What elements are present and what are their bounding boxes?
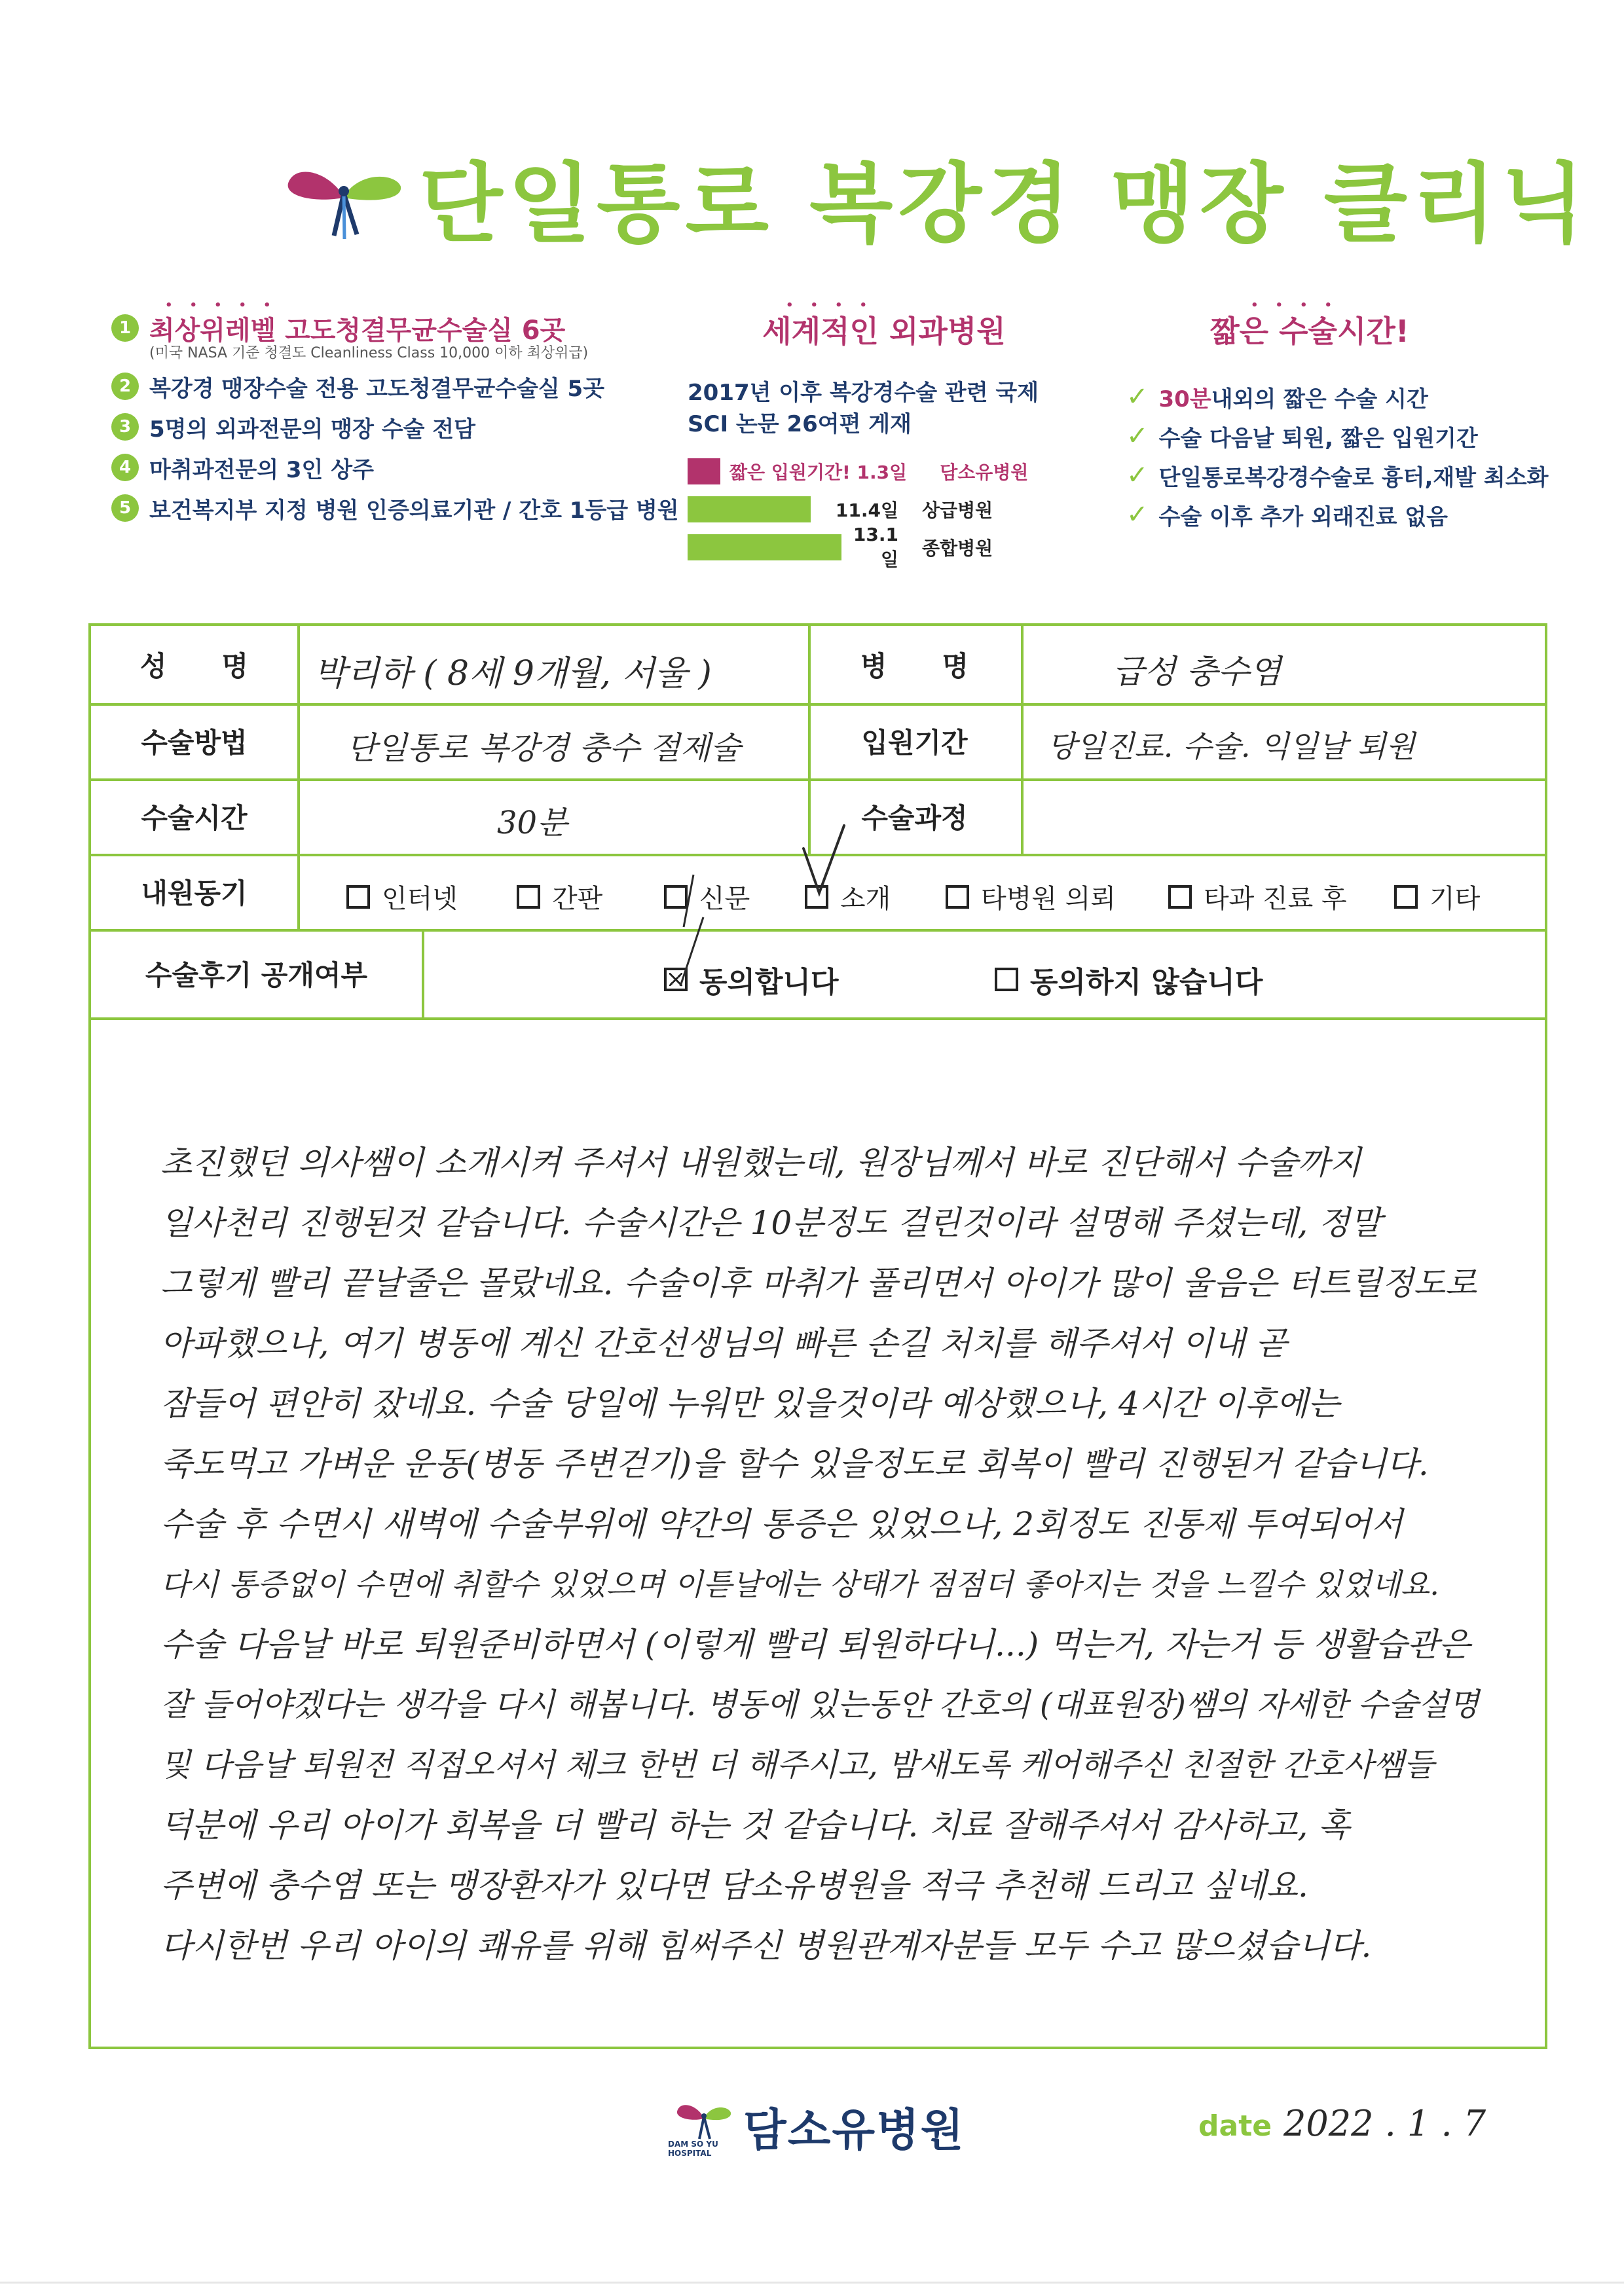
date-value[interactable]: 2022 . 1 . 7: [1283, 2103, 1486, 2144]
review-line: 주변에 충수염 또는 맹장환자가 있다면 담소유병원을 적극 추천해 드리고 싶네요.: [160, 1867, 1308, 1904]
option-label: 신문: [699, 884, 750, 914]
hospital-english-name: [668, 2140, 718, 2158]
decorative-dots: ••••: [1251, 299, 1350, 312]
feature-text: 보건복지부 지정 병원 인증의료기관 / 간호 1등급 병원: [149, 497, 679, 524]
checkmark-icon: ✓: [1126, 421, 1149, 451]
description-line: SCI 논문 26여편 게재: [688, 411, 912, 437]
consent-disagree-option[interactable]: [995, 958, 1263, 1000]
review-line: 다시한번 우리 아이의 쾌유를 위해 힘써주신 병원관계자분들 모두 수고 많으셨습니다.: [160, 1927, 1372, 1965]
butterfly-logo-icon: [282, 157, 406, 242]
motive-option-other-hospital[interactable]: [946, 878, 1116, 915]
option-label: 동의하지 않습니다: [1030, 966, 1263, 999]
stay-bar: [688, 496, 811, 522]
review-line: 잘 들어야겠다는 생각을 다시 해봅니다. 병동에 있는동안 간호의 (대표원장)쌤의 자세한 수술설명: [160, 1686, 1479, 1723]
number-badge: 3: [111, 413, 139, 441]
feature-item: [111, 299, 714, 348]
check-item: [1126, 377, 1572, 416]
hospital-name: 담소유병원: [743, 2105, 965, 2157]
option-label: 인터넷: [382, 884, 458, 914]
check-item: [1126, 495, 1572, 534]
section-heading-text: 세계적인 외과병원: [762, 314, 1006, 349]
handwritten-check-mark: [798, 822, 851, 901]
visit-motive-label: 내원동기: [141, 877, 248, 909]
option-label: 동의합니다: [699, 966, 839, 999]
feature-item: [111, 407, 714, 447]
checkbox[interactable]: [946, 885, 969, 909]
check-text: 단일통로복강경수술로 흉터,재발 최소화: [1158, 464, 1549, 491]
disease-label: 병 명: [860, 650, 969, 682]
stay-bar: [688, 458, 720, 484]
feature-item: [111, 366, 714, 407]
method-label: 수술방법: [141, 726, 248, 759]
stay-stat-row: [688, 454, 1094, 488]
check-item: [1126, 456, 1572, 495]
checkmark-icon: ✓: [1126, 382, 1149, 412]
name-label: 성 명: [139, 650, 249, 682]
number-badge: 2: [111, 373, 139, 400]
review-line: 다시 통증없이 수면에 취할수 있었으며 이튿날에는 상태가 점점더 좋아지는 것을 느낄수 있었네요.: [160, 1567, 1439, 1602]
check-highlight: 30분: [1158, 386, 1211, 412]
checkmark-icon: ✓: [1126, 500, 1149, 530]
surgery-time-value[interactable]: 30분: [497, 805, 568, 841]
option-label: 기타: [1430, 884, 1481, 914]
number-badge: 5: [111, 494, 139, 522]
option-label: 소개: [840, 884, 891, 914]
review-line: 그렇게 빨리 끝날줄은 몰랐네요. 수술이후 마취가 풀리면서 아이가 많이 울음은 터트릴정도로: [160, 1264, 1477, 1302]
date-label: date: [1198, 2109, 1272, 2143]
stay-stat-row: [688, 492, 1094, 526]
motive-option-other-department[interactable]: [1168, 878, 1347, 915]
motive-option-signboard[interactable]: [517, 878, 602, 915]
option-label: 간판: [552, 884, 603, 914]
surgery-process-label: 수술과정: [861, 801, 968, 834]
review-line: 아파했으나, 여기 병동에 계신 간호선생님의 빠른 손길 처치를 해주셔서 이내 곧: [160, 1324, 1287, 1362]
world-class-section: [688, 299, 1094, 570]
checkbox[interactable]: [517, 885, 540, 909]
review-line: 수술 후 수면시 새벽에 수술부위에 약간의 통증은 있었으나, 2회정도 진통제 투여되어서: [160, 1505, 1403, 1543]
stay-bar: [688, 534, 841, 560]
stay-value: 13.1일: [853, 523, 898, 570]
checkbox[interactable]: [1168, 885, 1192, 909]
number-badge: 4: [111, 454, 139, 481]
checkbox[interactable]: [995, 968, 1018, 991]
check-text: 수술 다음날 퇴원, 짧은 입원기간: [1158, 425, 1478, 452]
patient-name[interactable]: 박리하 ( 8세 9개월, 서울 ): [314, 654, 712, 693]
hospital-en-line: DAM SO YU: [668, 2140, 718, 2149]
option-label: 타과 진료 후: [1204, 884, 1347, 914]
feature-item: [111, 447, 714, 488]
disease-value[interactable]: 급성 충수염: [1113, 653, 1282, 691]
section-description: [688, 377, 1094, 440]
page-title: 단일통로 복강경 맹장 클리닉: [419, 154, 1591, 255]
divider: [0, 2282, 1624, 2284]
motive-option-etc[interactable]: [1394, 878, 1480, 915]
feature-text: 최상위레벨 고도청결무균수술실 6곳: [149, 315, 566, 346]
review-line: 초진했던 의사쌤이 소개시켜 주셔서 내원했는데, 원장님께서 바로 진단해서 수술까지: [160, 1144, 1361, 1182]
stay-label: 종합병원: [922, 538, 993, 559]
decorative-dots: •••••: [165, 299, 288, 312]
stay-period-label: 입원기간: [861, 726, 968, 759]
section-heading: [688, 299, 1080, 351]
stay-value: 11.4일: [835, 500, 898, 521]
motive-option-internet[interactable]: [346, 878, 458, 915]
review-line: 수술 다음날 바로 퇴원준비하면서 (이렇게 빨리 퇴원하다니...) 먹는거, 자는거 등 생활습관은: [160, 1626, 1471, 1664]
number-badge: 1: [111, 314, 139, 342]
stay-value: 짧은 입원기간! 1.3일: [729, 462, 908, 483]
feature-text: 복강경 맹장수술 전용 고도청결무균수술실 5곳: [149, 375, 605, 402]
check-text: 수술 이후 추가 외래진료 없음: [1158, 503, 1448, 530]
review-text[interactable]: [160, 1133, 1522, 1976]
review-line: 덕분에 우리 아이가 회복을 더 빨리 하는 것 같습니다. 치료 잘해주셔서 감사하고, 혹: [160, 1806, 1350, 1844]
checkbox[interactable]: [346, 885, 370, 909]
review-line: 일사천리 진행된것 같습니다. 수술시간은 10분정도 걸린것이라 설명해 주셨는데, 정말: [160, 1204, 1382, 1242]
feature-list: [111, 299, 714, 528]
description-line: 2017년 이후 복강경수술 관련 국제: [688, 380, 1039, 406]
hospital-en-line: HOSPITAL: [668, 2149, 712, 2158]
review-line: 잠들어 편안히 잤네요. 수술 당일에 누워만 있을것이라 예상했으나, 4시간 이후에는: [160, 1385, 1340, 1423]
feature-text: 5명의 외과전문의 맹장 수술 전담: [149, 416, 475, 443]
short-surgery-section: [1126, 299, 1572, 534]
checkbox[interactable]: [1394, 885, 1418, 909]
feature-text: 마취과전문의 3인 상주: [149, 456, 374, 483]
section-heading-text: 짧은 수술시간!: [1210, 314, 1409, 349]
handwritten-stroke: [667, 914, 713, 993]
review-line: 죽도먹고 가벼운 운동(병동 주변걷기)을 할수 있을정도로 회복이 빨리 진행된거 같습니다.: [160, 1445, 1429, 1483]
stay-period-value[interactable]: 당일진료. 수술. 익일날 퇴원: [1047, 729, 1415, 764]
butterfly-logo-icon: [674, 2098, 733, 2144]
method-value[interactable]: 단일통로 복강경 충수 절제술: [346, 730, 741, 767]
checkmark-icon: ✓: [1126, 460, 1149, 490]
review-line: 및 다음날 퇴원전 직접오셔서 체크 한번 더 해주시고, 밤새도록 케어해주신 친절한 간호사쌤들: [160, 1747, 1435, 1783]
check-item: [1126, 416, 1572, 456]
surgery-time-label: 수술시간: [141, 801, 248, 834]
feature-note: (미국 NASA 기준 청결도 Cleanliness Class 10,000 이하 최상위급): [149, 345, 589, 361]
section-heading: [1126, 299, 1493, 351]
feature-item: [111, 488, 714, 528]
stay-stat-row: [688, 523, 1094, 570]
option-label: 타병원 의뢰: [981, 884, 1116, 914]
stay-label: 담소유병원: [940, 462, 1029, 483]
check-text: 내외의 짧은 수술 시간: [1211, 386, 1428, 412]
stay-label: 상급병원: [922, 500, 993, 521]
decorative-dots: ••••: [786, 299, 885, 312]
hospital-stay-chart: [688, 454, 1094, 570]
consent-label: 수술후기 공개여부: [145, 958, 368, 991]
